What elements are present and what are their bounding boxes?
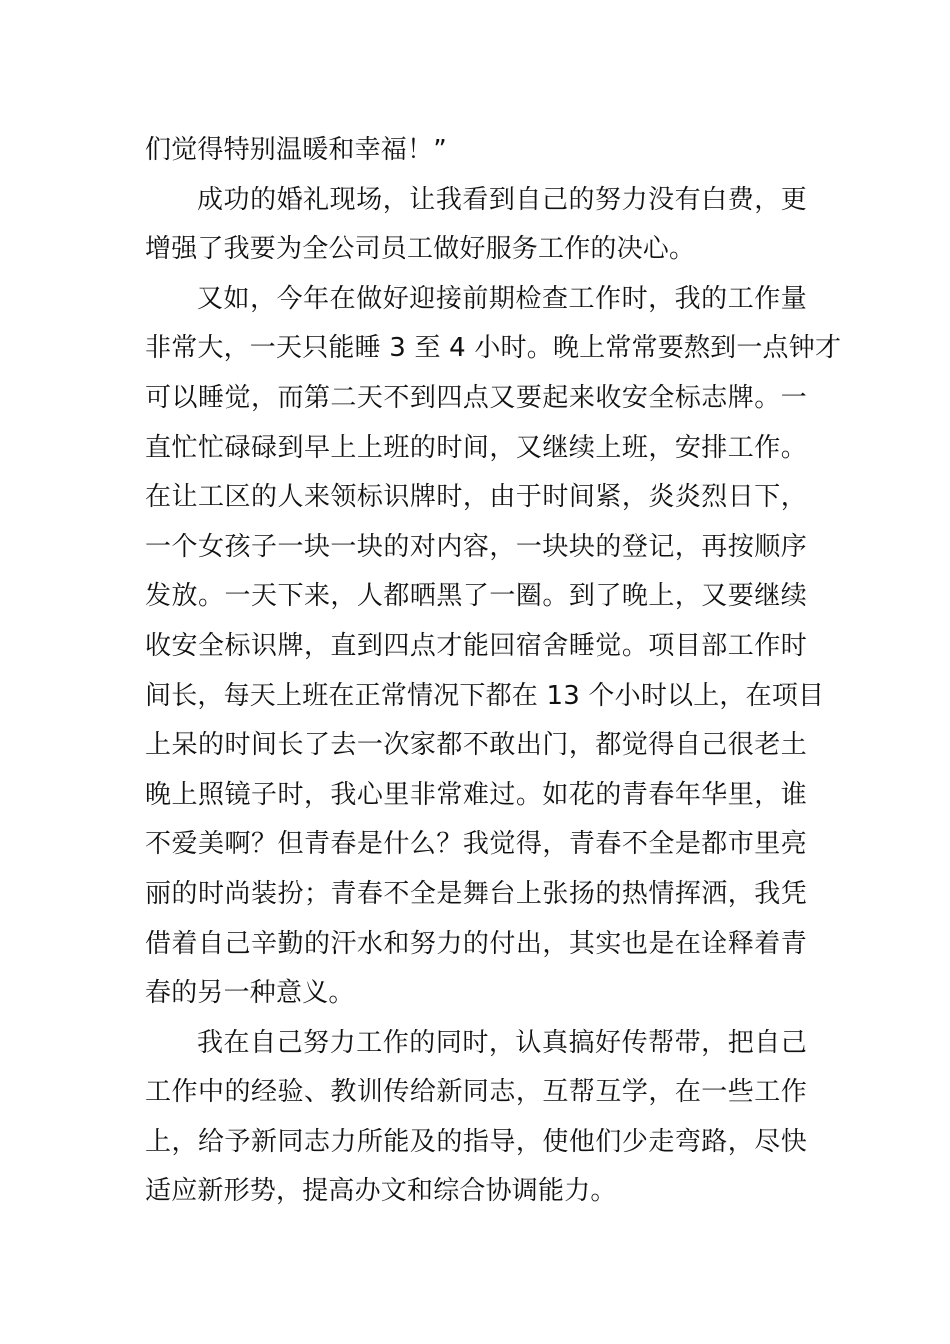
text-line: 们觉得特别温暖和幸福！”	[145, 135, 447, 165]
text-line: 一个女孩子一块一块的对内容，一块块的登记，再按顺序	[145, 531, 807, 562]
text-line: 在让工区的人来领标识牌时，由于时间紧，炎炎烈日下，	[145, 482, 807, 513]
paragraph-start-line: 成功的婚礼现场，让我看到自己的努力没有白费，更	[197, 184, 807, 215]
text-line: 上呆的时间长了去一次家都不敢出门，都觉得自己很老土	[145, 730, 807, 761]
text-line: 工作中的经验、教训传给新同志，互帮互学，在一些工作	[145, 1077, 807, 1108]
text-line: 上，给予新同志力所能及的指导，使他们少走弯路，尽快	[145, 1126, 807, 1157]
paragraph-start-line: 我在自己努力工作的同时，认真搞好传帮带，把自己	[197, 1027, 807, 1058]
text-line: 间长，每天上班在正常情况下都在 13 个小时以上，在项目	[145, 680, 825, 711]
text-line: 丽的时尚装扮；青春不全是舞台上张扬的热情挥洒，我凭	[145, 878, 807, 909]
text-line: 适应新形势，提高办文和综合协调能力。	[145, 1176, 617, 1207]
text-line: 直忙忙碌碌到早上上班的时间，又继续上班，安排工作。	[145, 432, 807, 463]
text-line: 发放。一天下来，人都晒黑了一圈。到了晚上，又要继续	[145, 581, 807, 612]
text-line: 非常大，一天只能睡 3 至 4 小时。晚上常常要熬到一点钟才	[145, 333, 842, 364]
text-line: 晚上照镜子时，我心里非常难过。如花的青春年华里，谁	[145, 779, 807, 810]
text-line: 不爱美啊？但青春是什么？我觉得，青春不全是都市里亮	[145, 829, 807, 860]
text-line: 增强了我要为全公司员工做好服务工作的决心。	[145, 234, 696, 265]
paragraph-start-line: 又如，今年在做好迎接前期检查工作时，我的工作量	[197, 283, 807, 314]
text-line: 可以睡觉，而第二天不到四点又要起来收安全标志牌。一	[145, 382, 807, 413]
text-line: 借着自己辛勤的汗水和努力的付出，其实也是在诠释着青	[145, 928, 807, 959]
document-body	[145, 126, 842, 1217]
text-line: 春的另一种意义。	[145, 978, 355, 1009]
text-line: 收安全标识牌，直到四点才能回宿舍睡觉。项目部工作时	[145, 630, 807, 661]
